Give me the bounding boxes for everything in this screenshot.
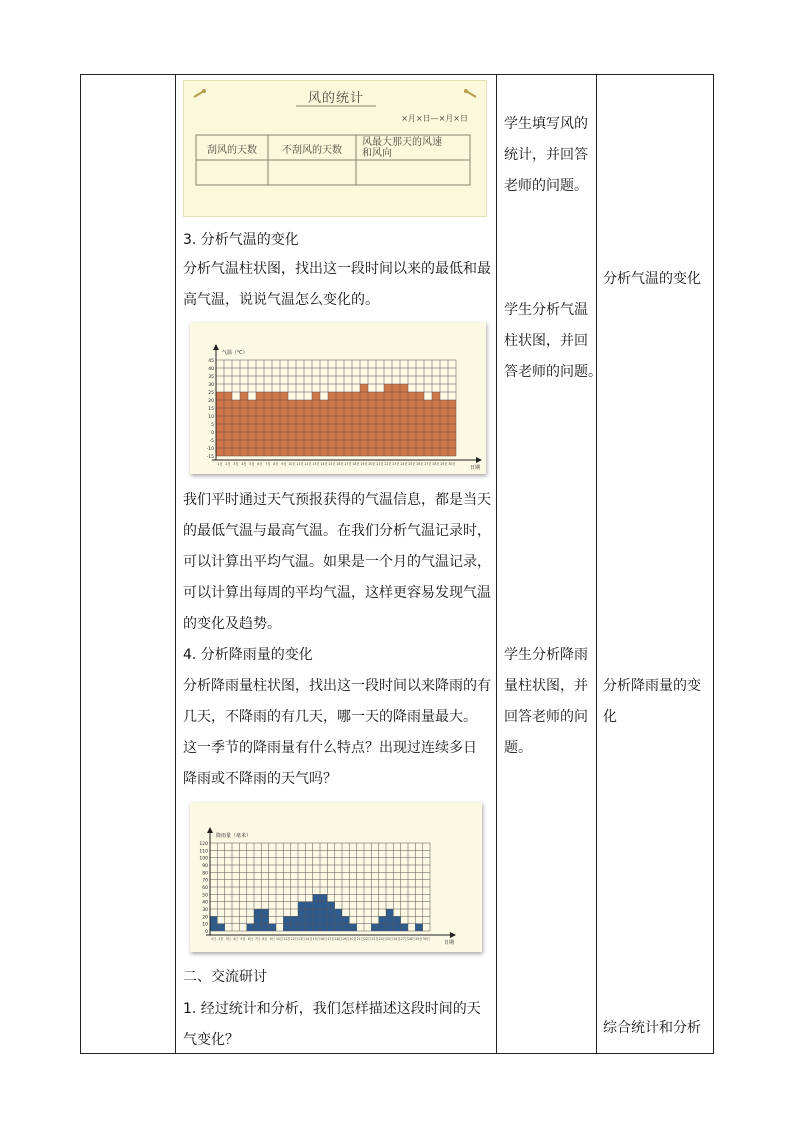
chart-x-tick-label: 6日	[257, 462, 263, 466]
chart-x-tick-label: 10日	[276, 937, 284, 941]
chart-x-tick-label: 13日	[312, 462, 320, 466]
chart-x-tick-label: 12日	[304, 462, 312, 466]
chart-x-tick-label: 3日	[233, 462, 239, 466]
student-activity-line: 学生填写风的	[504, 116, 588, 132]
chart-bar	[313, 894, 320, 931]
rain-instruction-line: 这一季节的降雨量有什么特点？出现过连续多日	[183, 740, 477, 756]
temperature-heading: 3. 分析气温的变化	[183, 232, 299, 248]
chart-x-tick-label: 26日	[393, 937, 401, 941]
chart-y-tick-label: 30	[202, 908, 208, 913]
chart-bar	[386, 909, 393, 931]
chart-x-tick-label: 30日	[448, 462, 456, 466]
chart-y-tick-label: 25	[208, 391, 214, 396]
chart-bar	[248, 400, 256, 456]
table-col-line-3	[496, 74, 497, 1054]
temperature-instruction-line: 高气温，说说气温怎么变化的。	[183, 292, 379, 308]
chart-x-axis-arrow	[476, 457, 482, 463]
chart-x-tick-label: 14日	[305, 937, 313, 941]
chart-x-tick-label: 1日	[211, 937, 217, 941]
chart-y-axis-arrow	[213, 344, 219, 350]
chart-x-tick-label: 11日	[283, 937, 291, 941]
pin-icon	[194, 89, 206, 97]
chart-x-tick-label: 17日	[327, 937, 335, 941]
student-activity-line: 柱状图，并回	[504, 333, 588, 349]
chart-x-tick-label: 29日	[415, 937, 423, 941]
chart-y-tick-label: 45	[208, 359, 214, 364]
chart-x-tick-label: 11日	[296, 462, 304, 466]
student-activity-line: 学生分析降雨	[504, 647, 588, 663]
chart-bar	[320, 400, 328, 456]
rain-instruction-line: 分析降雨量柱状图，找出这一段时间以来降雨的有	[183, 678, 491, 694]
table-col-line-2	[175, 74, 176, 1054]
student-activity-line: 学生分析气温	[504, 302, 588, 318]
design-intent-line: 分析降雨量的变	[603, 678, 701, 694]
chart-y-tick-label: 20	[202, 915, 208, 921]
discussion-question-line: 1. 经过统计和分析，我们怎样描述这段时间的天	[183, 1001, 481, 1017]
rain-instruction-line: 降雨或不降雨的天气吗？	[183, 771, 337, 787]
chart-bar	[424, 400, 432, 456]
chart-x-tick-label: 28日	[432, 462, 440, 466]
chart-x-tick-label: 12日	[290, 937, 298, 941]
chart-bar	[261, 909, 268, 931]
chart-y-tick-label: 5	[211, 423, 214, 428]
table-col-line-5	[713, 74, 714, 1054]
chart-y-tick-label: 50	[202, 893, 208, 899]
chart-bar	[296, 400, 304, 456]
chart-x-tick-label: 20日	[368, 462, 376, 466]
chart-y-tick-label: 110	[199, 849, 208, 855]
chart-x-tick-label: 18日	[352, 462, 360, 466]
chart-y-axis-label: 降雨量（毫米）	[216, 833, 252, 839]
chart-x-tick-label: 22日	[384, 462, 392, 466]
chart-x-tick-label: 20日	[349, 937, 357, 941]
rain-instruction-line: 几天，不降雨的有几天，哪一天的降雨量最大。	[183, 709, 477, 725]
chart-x-tick-label: 24日	[378, 937, 386, 941]
chart-x-tick-label: 25日	[386, 937, 394, 941]
chart-x-tick-label: 3日	[225, 937, 231, 941]
chart-bar	[320, 894, 327, 931]
explanation-line: 的变化及趋势。	[183, 616, 281, 632]
explanation-line: 的最低气温与最高气温。在我们分析气温记录时，	[183, 523, 491, 539]
wind-col-max-wind	[362, 137, 470, 159]
chart-y-tick-label: 100	[199, 856, 208, 862]
wind-statistics-table	[183, 80, 487, 217]
explanation-line: 可以计算出平均气温。如果是一个月的气温记录，	[183, 554, 491, 570]
chart-bar	[217, 924, 224, 931]
chart-x-tick-label: 18日	[334, 937, 342, 941]
chart-y-tick-label: 40	[208, 367, 214, 372]
chart-x-tick-label: 19日	[360, 462, 368, 466]
chart-x-axis-label: 日期	[444, 940, 455, 946]
wind-col-max-wind-line1: 风最大那天的风速	[362, 137, 442, 148]
chart-y-tick-label: 10	[202, 922, 208, 928]
chart-y-tick-label: 70	[202, 878, 208, 884]
chart-x-tick-label: 2日	[218, 937, 224, 941]
discussion-question-line: 气变化？	[183, 1032, 239, 1048]
design-intent-line: 化	[603, 709, 617, 725]
chart-x-tick-label: 28日	[408, 937, 416, 941]
chart-x-tick-label: 8日	[262, 937, 268, 941]
student-activity-line: 回答老师的问	[504, 709, 588, 725]
student-activity-line: 题。	[504, 740, 532, 756]
chart-bar	[232, 400, 240, 456]
chart-x-tick-label: 23日	[371, 937, 379, 941]
chart-bar	[401, 924, 408, 931]
chart-x-tick-label: 25日	[408, 462, 416, 466]
chart-x-tick-label: 10日	[288, 462, 296, 466]
table-col-line-1	[80, 74, 81, 1054]
chart-x-tick-label: 9日	[269, 937, 275, 941]
discussion-heading: 二、交流研讨	[183, 969, 267, 985]
student-activity-line: 答老师的问题。	[504, 364, 602, 380]
chart-x-tick-label: 21日	[376, 462, 384, 466]
chart-x-tick-label: 30日	[422, 937, 430, 941]
temperature-bar-chart	[190, 322, 486, 474]
chart-bar	[254, 909, 261, 931]
chart-x-tick-label: 16日	[320, 937, 328, 941]
chart-y-tick-label: 20	[208, 399, 214, 404]
chart-bar	[384, 384, 392, 456]
chart-y-tick-label: 0	[205, 930, 208, 935]
chart-bar	[288, 400, 296, 456]
chart-x-tick-label: 8日	[273, 462, 279, 466]
explanation-line: 我们平时通过天气预报获得的气温信息，都是当天	[183, 492, 491, 508]
chart-x-tick-label: 24日	[400, 462, 408, 466]
chart-y-tick-label: -10	[206, 447, 214, 452]
chart-x-tick-label: 15日	[328, 462, 336, 466]
chart-y-tick-label: 60	[202, 886, 208, 891]
chart-y-tick-label: -5	[209, 439, 214, 444]
chart-x-tick-label: 21日	[356, 937, 364, 941]
chart-x-tick-label: 13日	[298, 937, 306, 941]
rain-heading: 4. 分析降雨量的变化	[183, 647, 313, 663]
chart-bar	[400, 384, 408, 456]
chart-bar	[269, 924, 276, 931]
chart-x-tick-label: 17日	[344, 462, 352, 466]
chart-x-tick-label: 4日	[233, 937, 239, 941]
student-activity-line: 量柱状图，并	[504, 678, 588, 694]
explanation-line: 可以计算出每周的平均气温，这样更容易发现气温	[183, 585, 491, 601]
chart-x-tick-label: 6日	[247, 937, 253, 941]
chart-y-tick-label: 90	[202, 864, 208, 869]
chart-x-tick-label: 19日	[342, 937, 350, 941]
chart-y-axis-arrow	[207, 827, 213, 833]
chart-bar	[349, 924, 356, 931]
wind-table-date-range: ×月×日—×月×日	[401, 114, 468, 123]
temperature-chart-card	[190, 322, 486, 474]
chart-y-tick-label: -15	[206, 455, 214, 460]
design-intent-line: 综合统计和分析	[603, 1020, 701, 1036]
chart-bar	[247, 924, 254, 931]
chart-y-tick-label: 120	[199, 842, 208, 847]
chart-x-tick-label: 15日	[312, 937, 320, 941]
chart-x-axis-arrow	[450, 932, 456, 938]
chart-y-tick-label: 15	[208, 407, 214, 412]
chart-y-tick-label: 10	[208, 415, 214, 420]
design-intent-line: 分析气温的变化	[603, 271, 701, 287]
chart-x-tick-label: 14日	[320, 462, 328, 466]
chart-x-tick-label: 9日	[281, 462, 287, 466]
chart-y-tick-label: 40	[202, 900, 208, 906]
temperature-instruction-line: 分析气温柱状图，找出这一段时间以来的最低和最	[183, 261, 491, 277]
chart-x-tick-label: 22日	[364, 937, 372, 941]
rainfall-chart-card	[190, 802, 482, 952]
chart-bar	[415, 924, 422, 931]
chart-y-axis-label: 气温（℃）	[222, 350, 248, 356]
chart-y-tick-label: 30	[208, 383, 214, 388]
chart-bar	[392, 384, 400, 456]
chart-x-tick-label: 4日	[241, 462, 247, 466]
chart-bar	[335, 909, 342, 931]
chart-bar	[440, 400, 448, 456]
chart-x-tick-label: 26日	[416, 462, 424, 466]
table-col-line-4	[596, 74, 597, 1054]
chart-x-tick-label: 16日	[336, 462, 344, 466]
pin-icon	[464, 89, 476, 97]
chart-x-tick-label: 23日	[392, 462, 400, 466]
chart-x-tick-label: 27日	[400, 937, 408, 941]
chart-y-tick-label: 0	[211, 431, 214, 436]
chart-x-axis-label: 日期	[470, 465, 481, 471]
wind-col-max-wind-line2: 和风向	[362, 148, 392, 159]
wind-col-calm-days: 不刮风的天数	[282, 145, 342, 156]
chart-y-tick-label: 35	[208, 375, 214, 380]
chart-x-tick-label: 7日	[255, 937, 261, 941]
student-activity-line: 老师的问题。	[504, 178, 588, 194]
chart-x-tick-label: 27日	[424, 462, 432, 466]
chart-bar	[448, 400, 456, 456]
chart-bar	[304, 400, 312, 456]
chart-x-tick-label: 5日	[249, 462, 255, 466]
chart-x-tick-label: 29日	[440, 462, 448, 466]
chart-x-tick-label: 1日	[217, 462, 223, 466]
wind-col-windy-days: 刮风的天数	[207, 145, 257, 156]
chart-y-tick-label: 80	[202, 871, 208, 877]
student-activity-line: 统计，并回答	[504, 147, 588, 163]
chart-bar	[360, 384, 368, 456]
chart-bar	[371, 924, 378, 931]
chart-x-tick-label: 2日	[225, 462, 231, 466]
wind-table-title: 风的统计	[307, 91, 364, 106]
chart-x-tick-label: 5日	[240, 937, 246, 941]
chart-x-tick-label: 7日	[265, 462, 271, 466]
rainfall-bar-chart	[190, 802, 482, 952]
